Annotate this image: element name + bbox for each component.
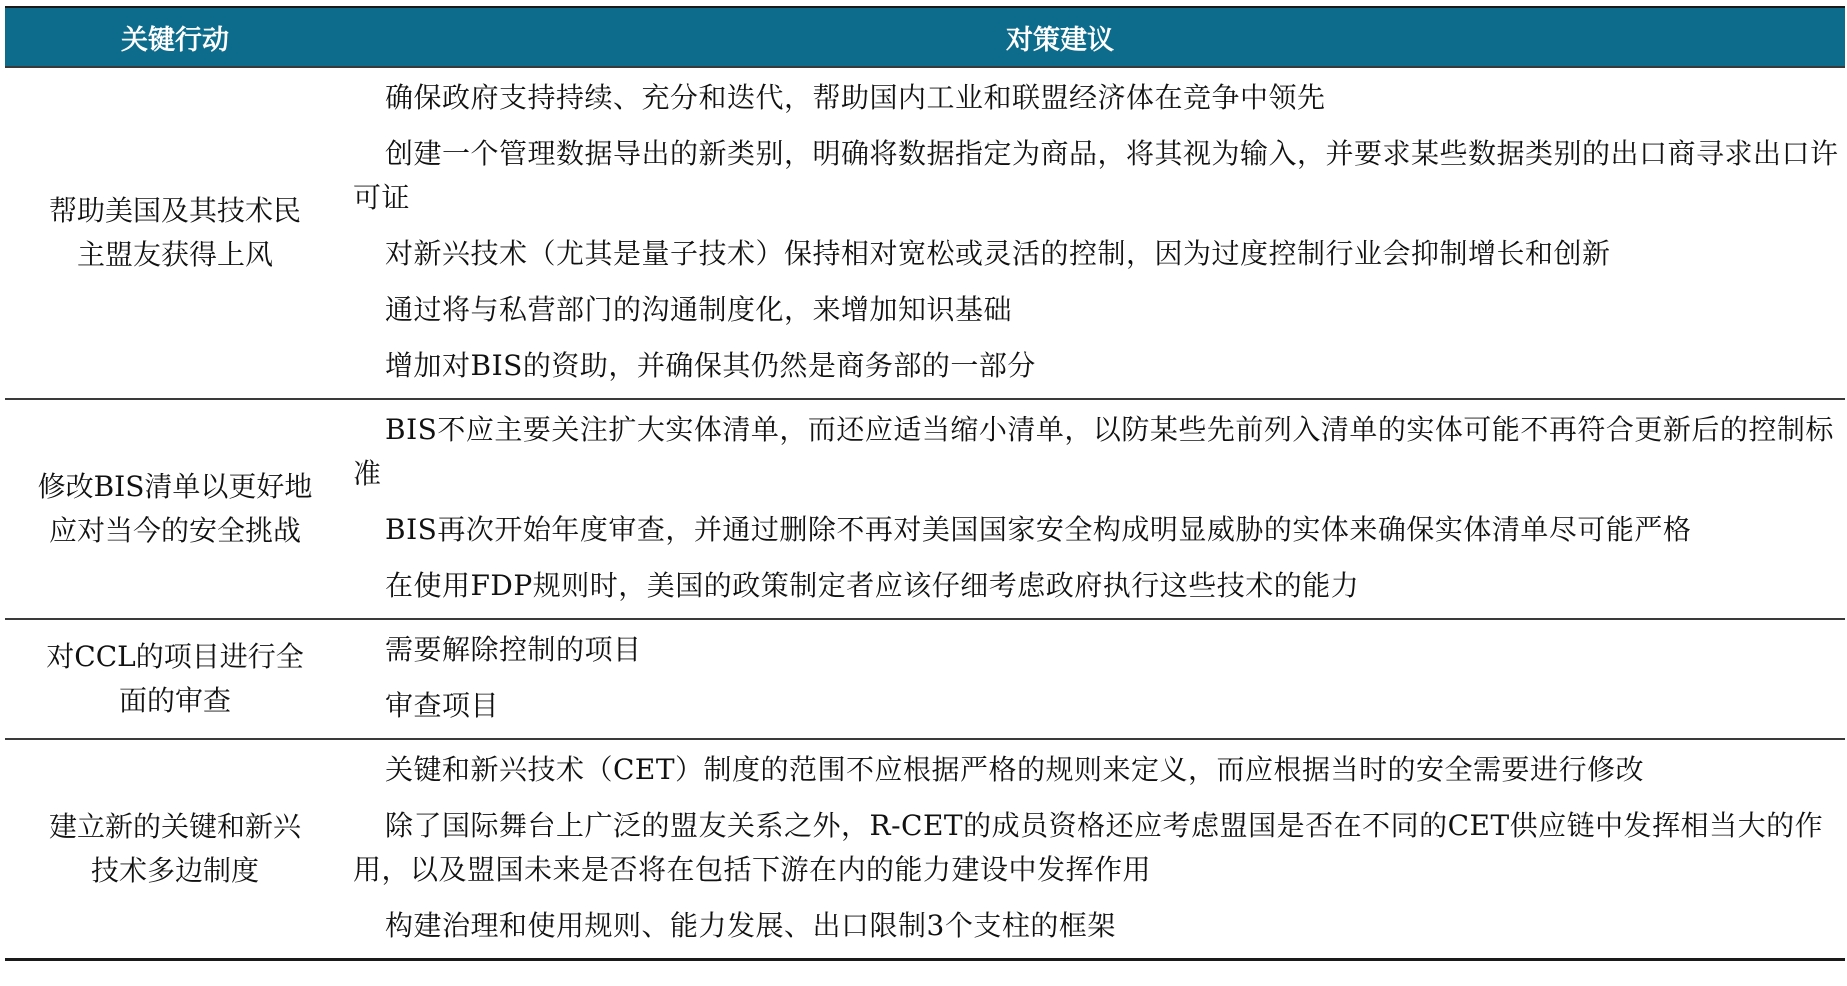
- table-row-group-2: [5, 398, 1845, 618]
- table-row-group-4: [5, 738, 1845, 958]
- key-action-line: 对CCL的项目进行全: [46, 640, 304, 673]
- key-action-cell: [5, 68, 345, 398]
- key-action-line: 应对当今的安全挑战: [48, 514, 301, 547]
- key-action-cell: [5, 400, 345, 618]
- advice-item: 通过将与私营部门的沟通制度化，来增加知识基础: [385, 293, 1013, 326]
- advice-item: 对新兴技术（尤其是量子技术）保持相对宽松或灵活的控制，因为过度控制行业会抑制增长和创新: [385, 237, 1611, 270]
- header-advice: 对策建议: [1006, 24, 1114, 56]
- key-action-line: 技术多边制度: [90, 854, 259, 887]
- policy-table: [5, 6, 1845, 961]
- advice-list: [345, 400, 1845, 618]
- advice-item: BIS再次开始年度审查，并通过删除不再对美国国家安全构成明显威胁的实体来确保实体清单尽可能严格: [385, 513, 1692, 546]
- header-key-action: 关键行动: [121, 24, 229, 56]
- advice-item: 除了国际舞台上广泛的盟友关系之外，R-CET的成员资格还应考虑盟国是否在不同的CET供应链中发挥相当大的作用，以及盟国未来是否将在包括下游在内的能力建设中发挥作用: [353, 809, 1824, 886]
- table-header: [5, 8, 1845, 66]
- advice-item: 增加对BIS的资助，并确保其仍然是商务部的一部分: [385, 349, 1036, 382]
- key-action-line: 建立新的关键和新兴: [48, 810, 301, 843]
- advice-item: 审查项目: [385, 689, 500, 722]
- advice-item: 确保政府支持持续、充分和迭代，帮助国内工业和联盟经济体在竞争中领先: [385, 81, 1326, 114]
- key-action-line: 帮助美国及其技术民: [48, 194, 301, 227]
- advice-list: [345, 68, 1845, 398]
- advice-item: 需要解除控制的项目: [385, 633, 642, 666]
- key-action-line: 面的审查: [118, 684, 231, 717]
- table-row-group-3: [5, 618, 1845, 738]
- key-action-cell: [5, 740, 345, 958]
- advice-item: BIS不应主要关注扩大实体清单，而还应适当缩小清单，以防某些先前列入清单的实体可能不再符合更新后的控制标准: [353, 413, 1834, 490]
- advice-item: 关键和新兴技术（CET）制度的范围不应根据严格的规则来定义，而应根据当时的安全需要进行修改: [385, 753, 1645, 786]
- key-action-cell: [5, 620, 345, 738]
- advice-item: 创建一个管理数据导出的新类别，明确将数据指定为商品，将其视为输入，并要求某些数据类别的出口商寻求出口许可证: [353, 137, 1839, 214]
- advice-item: 在使用FDP规则时，美国的政策制定者应该仔细考虑政府执行这些技术的能力: [385, 569, 1360, 602]
- table-row-group-1: [5, 66, 1845, 398]
- key-action-line: 主盟友获得上风: [76, 238, 273, 271]
- advice-list: [345, 620, 1845, 738]
- key-action-line: 修改BIS清单以更好地: [37, 470, 313, 503]
- advice-list: [345, 740, 1845, 958]
- advice-item: 构建治理和使用规则、能力发展、出口限制3个支柱的框架: [385, 909, 1116, 942]
